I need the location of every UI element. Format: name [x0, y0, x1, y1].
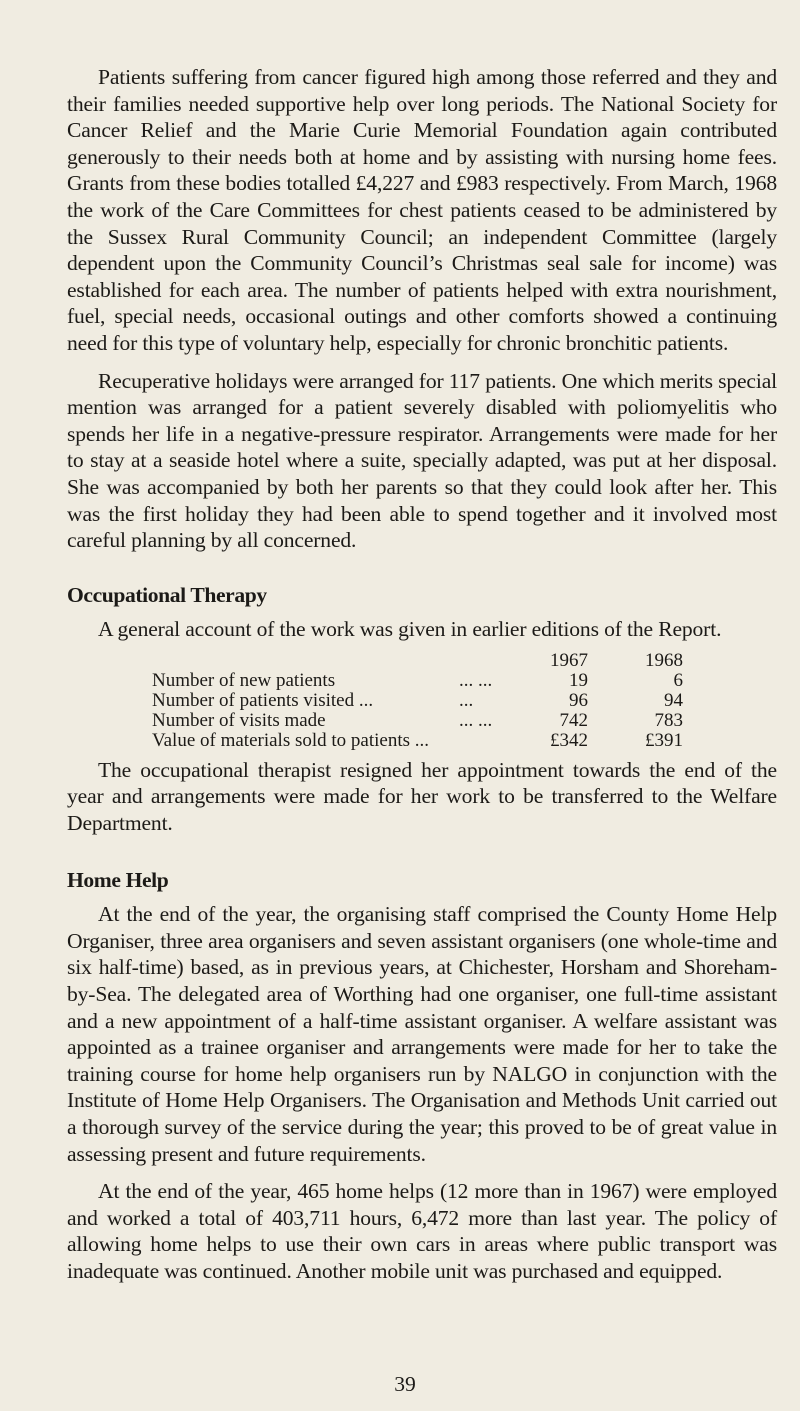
row-label: Number of visits made — [152, 709, 326, 731]
value-1968: 783 — [654, 709, 683, 731]
row-label: Value of materials sold to patients ... — [152, 729, 430, 751]
occupational-therapy-table — [152, 651, 683, 751]
table-row — [152, 691, 683, 711]
row-label: Number of patients visited ... — [152, 689, 374, 711]
document-page — [67, 64, 777, 1285]
value-1968: 94 — [664, 689, 683, 711]
paragraph-ot-intro: A general account of the work was given in earlier editions of the Report. — [98, 617, 722, 642]
leader-dots: ... ... — [459, 669, 493, 691]
column-header-1968: 1968 — [645, 649, 683, 671]
leader-dots: ... ... — [459, 709, 493, 731]
value-1967: 96 — [569, 689, 588, 711]
section-heading-occupational-therapy: Occupational Therapy — [67, 582, 267, 607]
paragraph-ot-closing: The occupational therapist resigned her appointment towards the end of the year and arrangements were made for her work to be transferred to the Welfare Department. — [67, 757, 777, 836]
leader-dots: ... — [459, 689, 474, 711]
paragraph-home-help-numbers: At the end of the year, 465 home helps (12 more than in 1967) were employed and worked a total of 403,711 hours, 6,472 more than last year. The policy of allowing home helps to use their own cars in areas where public transport was inadequate was continued. Another mobile unit was purchased and equipped. — [67, 1179, 777, 1283]
table-header-row — [152, 651, 683, 671]
value-1967: 19 — [569, 669, 588, 691]
table-row — [152, 711, 683, 731]
table-row — [152, 671, 683, 691]
leader-dots — [459, 731, 513, 751]
value-1968: £391 — [645, 729, 683, 751]
value-1968: 6 — [673, 669, 683, 691]
paragraph-home-help-staff: At the end of the year, the organising staff comprised the County Home Help Organiser, three area organisers and seven assistant organisers (one whole-time and six half-time) based, as in previous years, at Chichester, Horsham and Shoreham-by-Sea. The delegated area of Worthing had one organiser, one full-time assistant and a new appointment of a half-time assistant organiser. A welfare assistant was appointed as a trainee organiser and arrangements were made for her to take the training course for home help organisers run by NALGO in conjunction with the Institute of Home Help Organisers. The Organisation and Methods Unit carried out a thorough survey of the service during the year; this proved to be of great value in assessing present and future requirements. — [67, 902, 777, 1166]
page-number: 39 — [394, 1372, 416, 1396]
value-1967: 742 — [559, 709, 588, 731]
column-header-1967: 1967 — [550, 649, 588, 671]
section-heading-home-help: Home Help — [67, 867, 169, 892]
paragraph-recuperative-holidays: Recuperative holidays were arranged for 117 patients. One which merits special mention was arranged for a patient severely disabled with poliomyelitis who spends her life in a negative-pressure respirator. Arrangements were made for her to stay at a seaside hotel where a suite, specially adapted, was put at her disposal. She was accompanied by both her parents so that they could look after her. This was the first holiday they had been able to spend together and it involved most careful planning by all concerned. — [67, 368, 777, 553]
value-1967: £342 — [550, 729, 588, 751]
table-row — [152, 731, 683, 751]
paragraph-cancer-patients: Patients suffering from cancer figured high among those referred and they and their families needed supportive help over long periods. The National Society for Cancer Relief and the Marie Curie Memorial Foundation again contributed generously to their needs both at home and by assisting with nursing home fees. Grants from these bodies totalled £4,227 and £983 respectively. From March, 1968 the work of the Care Committees for chest patients ceased to be administered by the Sussex Rural Community Council; an independent Committee (largely dependent upon the Community Council’s Christmas seal sale for income) was established for each area. The number of patients helped with extra nourishment, fuel, special needs, occasional outings and other comforts showed a continuing need for this type of voluntary help, especially for chronic bronchitic patients. — [67, 65, 777, 355]
row-label: Number of new patients — [152, 669, 336, 691]
